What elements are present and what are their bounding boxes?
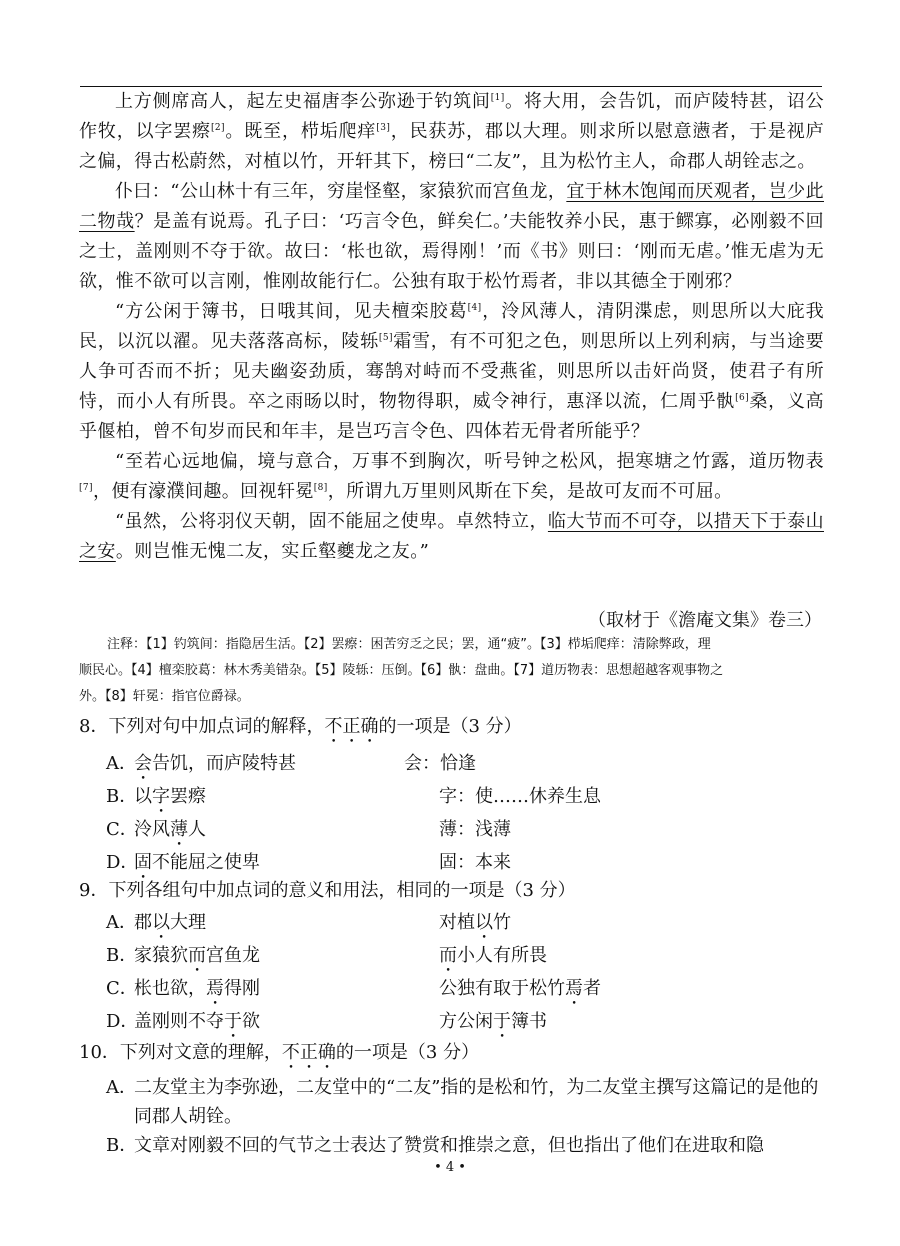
question-8: [79, 712, 824, 879]
question-10: [79, 1038, 824, 1160]
annotation-line: 顺民心。【4】檀栾胶葛：林木秀美错杂。【5】陵轹：压倒。【6】骫：盘曲。【7】道历物表：思想超越客观事物之: [79, 663, 724, 678]
option-b[interactable]: B． 文章对刚毅不回的气节之士表达了赞赏和推崇之意，但也指出了他们在进取和隐: [106, 1135, 764, 1156]
option-c[interactable]: C． 泠风薄人 薄：浅薄: [106, 819, 511, 840]
question-stem: 8．下列对句中加点词的解释，不正确的一项是（3 分）: [79, 716, 522, 737]
paragraph-3: “方公闲于簿书，日哦其间，见夫檀栾胶葛[4]，泠风薄人，清阴渫虑，则思所以大庇我民，以沉以濯。见夫落落高标，陵轹[5]霜雪，有不可犯之色，则思所以上列利病，与当途要人争可否而不折；见夫幽姿劲质，骞鹄对峙而不受燕雀，则思所以击奸尚贤，使君子有所恃，而小人有所畏。卒之雨旸以时，物物得职，威令神行，惠泽以流，仁周乎骫[6]桑，义高乎偃柏，曾不旬岁而民和年丰，是岂巧言令色、四体若无骨者所能乎？: [79, 301, 824, 442]
option-c[interactable]: C． 枨也欲，焉得刚 公独有取于松竹焉者: [106, 978, 601, 999]
paragraph-5: “虽然，公将羽仪天朝，固不能屈之使卑。卓然特立，临大节而不可夺，以措天下于泰山之安。则岂惟无愧二友，实丘壑夔龙之友。”: [79, 511, 824, 562]
option-b[interactable]: B． 家猿狖而宫鱼龙 而小人有所畏: [106, 945, 547, 966]
passage: [79, 87, 824, 567]
annotation-line: 外。【8】轩冕：指官位爵禄。: [79, 689, 250, 704]
paragraph-4: “至若心远地偏，境与意合，万事不到胸次，听号钟之松风，挹寒塘之竹露，道历物表[7]，便有濠濮间趣。回视轩冕[8]，所谓九万里则风斯在下矣，是故可友而不可屈。: [79, 451, 824, 502]
footnote-ref: [1]: [490, 93, 505, 103]
footnote-ref: [5]: [378, 333, 393, 343]
option-a[interactable]: A． 会告饥，而庐陵特甚 会：恰逢: [106, 753, 476, 774]
question-stem: 10．下列对文意的理解，不正确的一项是（3 分）: [79, 1042, 480, 1063]
option-d[interactable]: D． 盖刚则不夺于欲 方公闲于簿书: [106, 1011, 547, 1032]
annotation-line: 注释：【1】钓筑间：指隐居生活。【2】罢瘵：困苦穷乏之民；罢，通“疲”。【3】栉垢爬痒：清除弊政，理: [107, 637, 711, 652]
footnote-ref: [6]: [735, 393, 750, 403]
footnote-ref: [2]: [211, 123, 225, 133]
question-9: [79, 876, 824, 1038]
page-number: • 4 •: [434, 1160, 466, 1175]
source-citation: （取材于《澹庵文集》卷三）: [588, 610, 822, 631]
underlined-sentence: 宜于林木饱闻而厌观者，岂少此二物哉: [79, 181, 824, 232]
annotations: [79, 632, 824, 710]
question-stem: 9．下列各组句中加点词的意义和用法，相同的一项是（3 分）: [79, 880, 576, 901]
option-a[interactable]: A． 郡以大理 对植以竹: [106, 912, 511, 933]
option-a[interactable]: A． 二友堂主为李弥逊，二友堂中的“二友”指的是松和竹，为二友堂主撰写这篇记的是他的同郡人胡铨。: [106, 1077, 819, 1127]
paragraph-2: 仆曰：“公山林十有三年，穷崖怪壑，家猿狖而宫鱼龙，宜于林木饱闻而厌观者，岂少此二物哉？是盖有说焉。孔子曰：‘巧言令色，鲜矣仁。’夫能牧养小民，惠于鳏寡，必刚毅不回之士，盖刚则不夺于欲。故曰：‘枨也欲，焉得刚！’而《书》则曰：‘刚而无虐。’惟无虐为无欲，惟不欲可以言刚，惟刚故能行仁。公独有取于松竹焉者，非以其德全于刚邪？: [79, 181, 824, 292]
underlined-sentence: 临大节而不可夺，以措天下于泰山之安: [79, 511, 824, 562]
paragraph-1: 上方侧席高人，起左史福唐李公弥逊于钓筑间[1]。将大用，会告饥，而庐陵特甚，诏公作牧，以字罢瘵[2]。既至，栉垢爬痒[3]，民获苏，郡以大理。则求所以慰意懑者，于是视庐之偏，得古松蔚然，对植以竹，开轩其下，榜曰“二友”，且为松竹主人，命郡人胡铨志之。: [79, 91, 824, 172]
footnote-ref: [4]: [467, 303, 482, 313]
option-b[interactable]: B． 以字罢瘵 字：使……休养生息: [106, 786, 601, 807]
footnote-ref: [8]: [313, 483, 328, 493]
option-d[interactable]: D． 固不能屈之使卑 固：本来: [106, 852, 511, 873]
footnote-ref: [7]: [79, 483, 93, 493]
footnote-ref: [3]: [376, 123, 391, 133]
